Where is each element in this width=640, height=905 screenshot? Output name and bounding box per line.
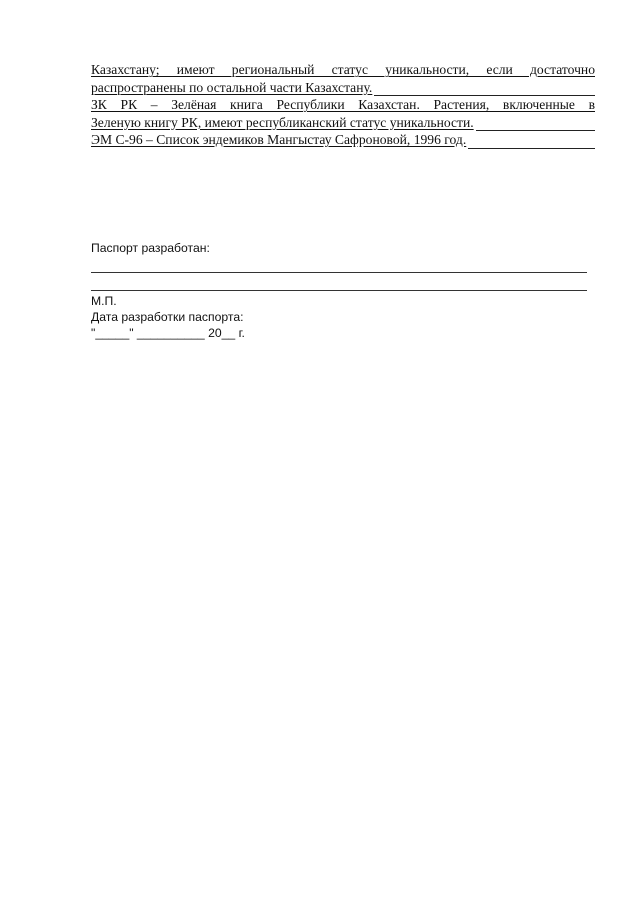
signature-line (91, 290, 587, 291)
fill-rule (476, 116, 595, 131)
note-text: Зеленую книгу РК, имеют республиканский статус уникальности. (91, 114, 474, 130)
date-blank: "_____" __________ 20__ г. (91, 326, 245, 340)
note-text: распространены по остальной части Казахстану. (91, 79, 373, 95)
signature-line (91, 272, 587, 273)
note-line-with-rule (91, 79, 595, 97)
developed-by-label: Паспорт разработан: (91, 241, 210, 255)
signature-block (91, 240, 587, 341)
note-text: ЭМ С-96 – Список эндемиков Мангыстау Сафроновой, 1996 год. (91, 132, 467, 147)
fill-rule (374, 81, 595, 96)
abbreviation-notes (91, 61, 595, 149)
note-line: Казахстану; имеют региональный статус уникальности, если достаточно (91, 62, 595, 77)
note-line-with-rule (91, 114, 595, 132)
note-line: ЗК РК – Зелёная книга Республики Казахстан. Растения, включенные в (91, 97, 595, 112)
stamp-label: М.П. (91, 294, 117, 308)
note-line-with-rule (91, 131, 595, 149)
fill-rule (468, 134, 595, 149)
date-label: Дата разработки паспорта: (91, 310, 244, 324)
